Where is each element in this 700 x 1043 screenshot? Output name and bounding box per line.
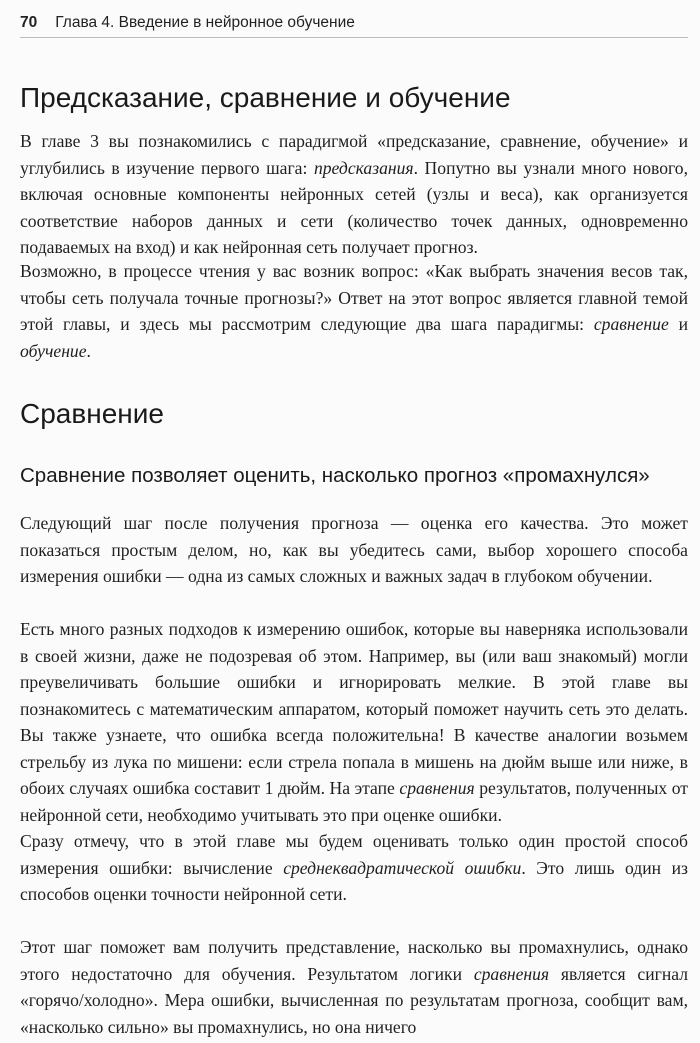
paragraph: [20, 616, 688, 828]
paragraph-text: Сразу отмечу, что в этой главе мы будем оценивать только один простой способ измерения ошибки: вычисление: [20, 831, 688, 878]
paragraph-text: является сигнал «горячо/холодно». Мера ошибки, вычисленная по результатам прогноза, сообщит вам, «насколько сильно» вы промахнулись, но она ничего: [20, 963, 688, 1037]
paragraph-text: Следующий шаг после получения прогноза — оценка его качества. Это может показаться простым делом, но, как вы убедитесь сами, выбор хорошего способа измерения ошибки — одна из самых сложных и важных задач в глубоком обучении.: [20, 513, 688, 586]
emphasis-text: среднеквадратической ошибки: [283, 857, 522, 878]
emphasis-text: сравнения: [399, 778, 475, 798]
paragraph-text: Возможно, в процессе чтения у вас возник вопрос: «Как выбрать значения весов так, чтобы сеть получала точные прогнозы?» Ответ на этот вопрос является главной темой этой главы, и здесь мы рассмотрим следующие два шага парадигмы:: [20, 261, 688, 334]
paragraph-text: В главе 3 вы познакомились с парадигмой «предсказание, сравнение, обучение» и углубились в изучение первого шага:: [20, 131, 688, 178]
paragraph-text: Этот шаг поможет вам получить представление, насколько вы промахнулись, однако этого недостаточно для обучения. Результатом логики: [20, 937, 688, 984]
running-head: [20, 14, 355, 32]
section-title-comparison: Сравнение: [20, 398, 164, 429]
emphasis-text: обучение: [20, 340, 87, 361]
header-divider: [20, 37, 688, 38]
paragraph: [20, 510, 688, 590]
paragraph: [20, 828, 688, 908]
subsection-title: Сравнение позволяет оценить, насколько прогноз «промахнулся»: [20, 464, 650, 487]
emphasis-text: сравнение: [593, 314, 669, 334]
emphasis-text: предсказания: [313, 157, 414, 178]
paragraph-text: Есть много разных подходов к измерению ошибок, которые вы наверняка использовали в своей жизни, даже не подозревая об этом. Например, вы (или ваш знакомый) могли преувеличивать большие ошибки и игнорировать мелкие. В этой главе вы познакомитесь с математическим аппаратом, который поможет научить сеть это делать. Вы также узнаете, что ошибка всегда положительна! В качестве аналогии возьмем стрельбу из лука по мишени: если стрела попала в мишень на дюйм выше или ниже, в обоих случаях ошибка составит 1 дюйм. На этапе: [20, 619, 688, 798]
paragraph: [20, 258, 688, 364]
emphasis-text: сравнения: [473, 963, 550, 984]
paragraph-text: . Это лишь один из способов оценки точности нейронной сети.: [20, 857, 688, 904]
chapter-title: Глава 4. Введение в нейронное обучение: [55, 14, 355, 31]
paragraph-text: и: [668, 314, 688, 334]
section-title-prediction: Предсказание, сравнение и обучение: [20, 82, 511, 113]
paragraph: [20, 934, 688, 1040]
paragraph: [20, 128, 688, 261]
paragraph-text: результатов, полученных от нейронной сети, необходимо учитывать это при оценке ошибки.: [20, 778, 688, 825]
paragraph-text: . Попутно вы узнали много нового, включая основные компоненты нейронных сетей (узлы и веса), как организуется соответствие наборов данных и сети (количество точек данных, одновременно подаваемых на вход) и как нейронная сеть получает прогноз.: [20, 157, 688, 257]
page-number: 70: [20, 14, 38, 31]
paragraph-text: .: [86, 340, 91, 361]
